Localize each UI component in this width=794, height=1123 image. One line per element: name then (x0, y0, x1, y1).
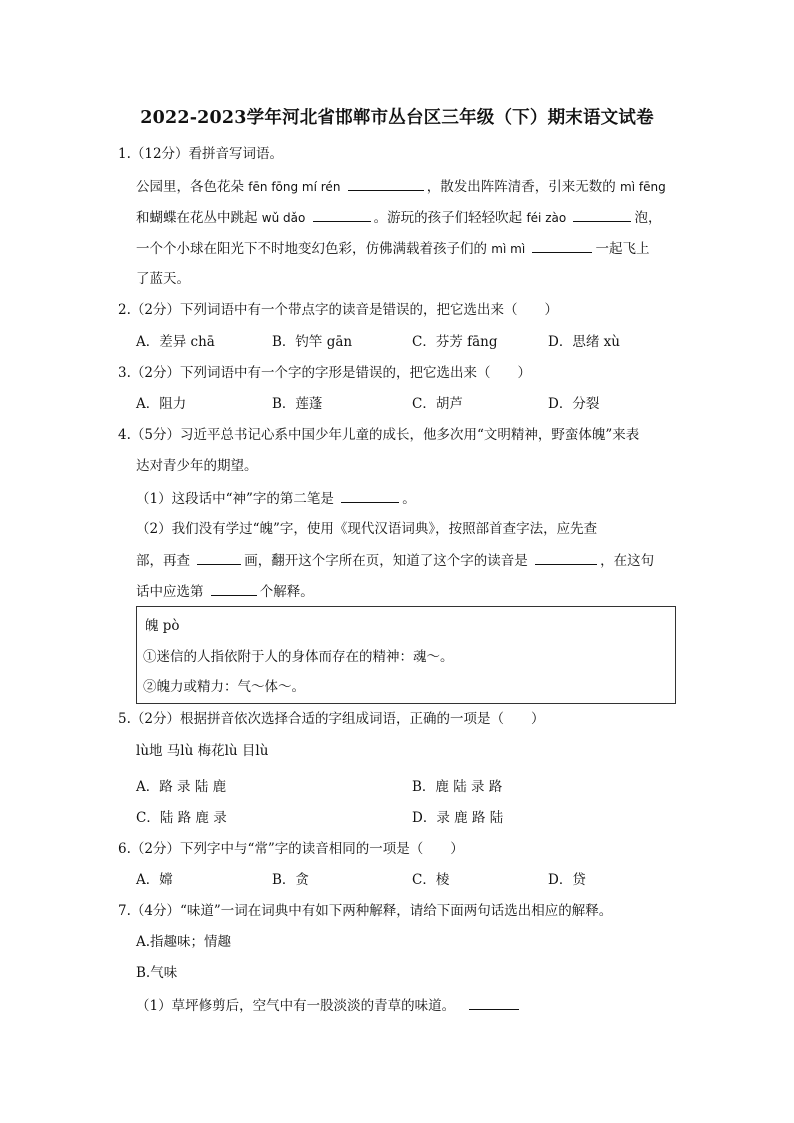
q6-option-b[interactable]: B．贪 (272, 872, 309, 888)
dictionary-headword: 魄 pò (145, 618, 180, 634)
answer-blank[interactable] (313, 207, 371, 222)
q4-text: 画，翻开这个字所在页，知道了这个字的读音是 (244, 553, 528, 569)
q5-option-c[interactable]: C．陆 路 鹿 录 (136, 810, 227, 826)
q1-pinyin: wǔ dǎo (261, 211, 306, 225)
answer-blank[interactable] (197, 550, 241, 565)
q2-option-a[interactable]: A．差异 chā (136, 334, 215, 350)
q4-text: 部，再查 (136, 553, 190, 569)
page-title: 2022-2023学年河北省邯郸市丛台区三年级（下）期末语文试卷 (140, 108, 654, 128)
q4-sub-2-line-2 (136, 550, 654, 571)
q5-pinyin-prompt: lù地 马lù 梅花lù 目lù (136, 743, 269, 759)
q6-option-a[interactable]: A．嫦 (136, 872, 173, 888)
q4-sub-1-end: 。 (402, 491, 416, 507)
q6-stem: 6.（2分）下列字中与“常”字的读音相同的一项是（ ） (118, 841, 464, 857)
answer-blank[interactable] (211, 581, 257, 596)
q6-option-c[interactable]: C．棱 (412, 872, 450, 888)
answer-blank[interactable] (532, 238, 592, 253)
q1-text: 和蝴蝶在花丛中跳起 (136, 210, 258, 226)
q7-definition-b: B.气味 (136, 965, 178, 981)
q1-text: 泡， (634, 210, 662, 226)
answer-blank[interactable] (341, 488, 399, 503)
answer-blank[interactable] (573, 207, 631, 222)
q3-stem: 3.（2分）下列词语中有一个字的字形是错误的，把它选出来（ ） (118, 365, 531, 381)
q1-pinyin: féi zào (526, 211, 567, 225)
q7-stem: 7.（4分）“味道”一词在词典中有如下两种解释，请给下面两句话选出相应的解释。 (118, 903, 613, 919)
q5-option-a[interactable]: A．路 录 陆 鹿 (136, 779, 227, 795)
q4-text: 话中应选第 (136, 584, 204, 600)
answer-blank[interactable] (469, 995, 519, 1010)
q1-text: 。游玩的孩子们轻轻吹起 (373, 210, 523, 226)
q1-stem: 1.（12分）看拼音写词语。 (118, 146, 284, 162)
q6-option-d[interactable]: D．贷 (548, 872, 586, 888)
q5-option-b[interactable]: B．鹿 陆 录 路 (412, 779, 503, 795)
q4-text: ，在这句 (600, 553, 655, 569)
dictionary-entry-box (136, 606, 676, 704)
q4-sub-2-line-1: （2）我们没有学过“魄”字，使用《现代汉语词典》，按照部首查字法，应先查 (136, 521, 598, 537)
q1-pinyin: mì mì (491, 242, 526, 256)
q3-option-a[interactable]: A．阻力 (136, 396, 187, 412)
q2-option-d[interactable]: D．思绪 xù (548, 334, 620, 350)
q5-stem: 5.（2分）根据拼音依次选择合适的字组成词语，正确的一项是（ ） (118, 711, 545, 727)
q1-text: 一个个小球在阳光下不时地变幻色彩，仿佛满载着孩子们的 (136, 241, 487, 257)
q1-line-3 (136, 238, 649, 259)
q4-stem-line-1: 4.（5分）习近平总书记心系中国少年儿童的成长，他多次用“文明精神，野蛮体魄”来表 (118, 427, 640, 443)
q4-stem-line-2: 达对青少年的期望。 (136, 458, 258, 474)
q1-pinyin: fēn fōng mí rén (248, 180, 341, 194)
q1-text: ，散发出阵阵清香，引来无数的 (426, 179, 616, 195)
q5-option-d[interactable]: D．录 鹿 路 陆 (412, 810, 504, 826)
q1-line-1 (136, 176, 666, 197)
dictionary-meaning-1: ①迷信的人指依附于人的身体而存在的精神：魂～。 (143, 649, 454, 665)
q4-sub-1-text: （1）这段话中“神”字的第二笔是 (136, 491, 334, 507)
dictionary-meaning-2: ②魄力或精力：气～体～。 (143, 679, 305, 695)
q3-option-c[interactable]: C．胡芦 (412, 396, 463, 412)
q7-sub-1-text: （1）草坪修剪后，空气中有一股淡淡的青草的味道。 (136, 998, 456, 1014)
answer-blank[interactable] (348, 176, 424, 191)
q2-option-c[interactable]: C．芬芳 fāng (412, 334, 498, 350)
q2-stem: 2.（2分）下列词语中有一个带点字的读音是错误的，把它选出来（ ） (118, 302, 558, 318)
q1-pinyin: mì fēng (620, 180, 666, 194)
q3-option-b[interactable]: B．莲蓬 (272, 396, 323, 412)
q7-definition-a: A.指趣味；情趣 (136, 934, 232, 950)
q3-option-d[interactable]: D．分裂 (548, 396, 600, 412)
q7-sub-1 (136, 995, 522, 1016)
q4-sub-2-line-3 (136, 581, 314, 602)
q4-text: 个解释。 (259, 584, 314, 600)
q4-sub-1 (136, 488, 416, 509)
q1-line-4: 了蓝天。 (136, 271, 190, 287)
q1-text: 一起飞上 (595, 241, 650, 257)
q1-line-2 (136, 207, 661, 228)
answer-blank[interactable] (535, 550, 597, 565)
q2-option-b[interactable]: B．钓竿 gān (272, 334, 353, 350)
q1-text: 公园里，各色花朵 (136, 179, 244, 195)
